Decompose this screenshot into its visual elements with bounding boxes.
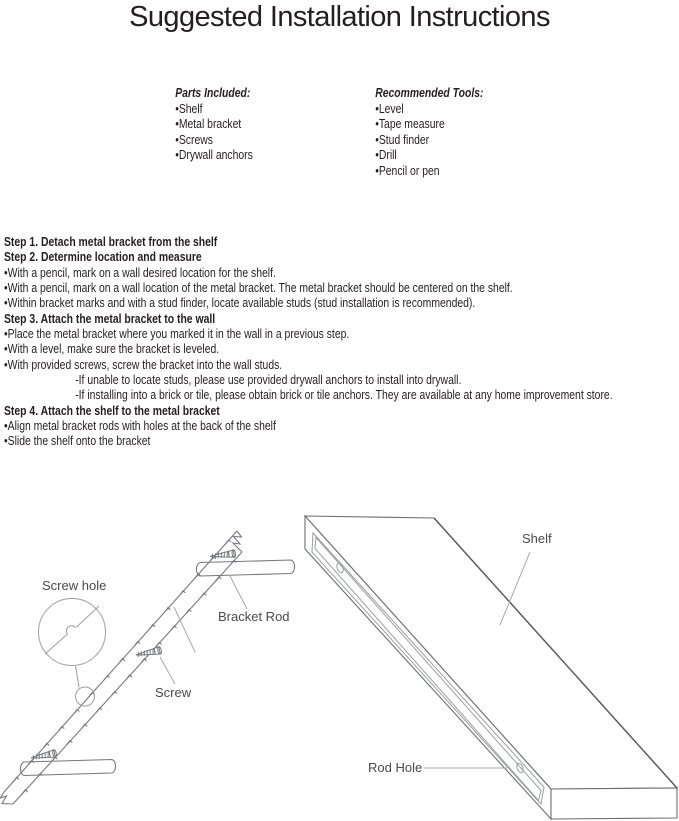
- bracket-rod-lower: [20, 760, 115, 776]
- bracket-bottom-notch: [1, 792, 14, 804]
- parts-item: •Metal bracket: [175, 116, 242, 132]
- recommended-tools-section: [375, 85, 483, 179]
- tools-item: •Stud finder: [375, 131, 430, 147]
- parts-item: •Shelf: [175, 100, 203, 116]
- steps-section: [4, 234, 613, 449]
- parts-heading: Parts Included:: [175, 85, 251, 100]
- step-heading: Step 1. Detach metal bracket from the shelf: [4, 234, 218, 249]
- parts-included-section: [175, 85, 253, 163]
- bracket-rod-label: Bracket Rod: [218, 609, 290, 624]
- shelf-end-face: [551, 788, 677, 819]
- bracket-rod-leader: [230, 576, 247, 609]
- step-subline: -If installing into a brick or tile, please obtain brick or tile anchors. They are available at any home improvement store.: [75, 387, 613, 403]
- step-heading: Step 4. Attach the shelf to the metal bracket: [4, 402, 220, 418]
- page-title: Suggested Installation Instructions: [129, 1, 550, 33]
- bracket-rod-upper: [196, 560, 294, 576]
- installation-diagram: [0, 490, 679, 821]
- screw-hole-shape: [66, 626, 75, 634]
- shelf-label: Shelf: [522, 531, 552, 546]
- step-line: •Align metal bracket rods with holes at the back of the shelf: [4, 418, 276, 434]
- magnifier-circle: [39, 599, 106, 666]
- screw-middle: [135, 646, 162, 659]
- tools-item: •Pencil or pen: [375, 162, 440, 178]
- step-line: •With provided screws, screw the bracket into the wall studs.: [4, 356, 283, 372]
- screw-upper: [210, 549, 236, 560]
- step-line: •Within bracket marks and with a stud finder, locate available studs (stud installation is recommended).: [4, 295, 476, 311]
- tools-item: •Drill: [375, 147, 397, 163]
- step-line: •With a pencil, mark on a wall desired location for the shelf.: [4, 264, 276, 280]
- magnifier-connector: [76, 665, 80, 688]
- rod-hole-label: Rod Hole: [368, 760, 423, 775]
- step-heading: Step 2. Determine location and measure: [4, 249, 202, 265]
- screw-leader: [160, 657, 175, 684]
- shelf: [305, 516, 677, 819]
- tools-item: •Tape measure: [375, 116, 445, 132]
- parts-item: •Screws: [175, 131, 213, 147]
- step-subline: -If unable to locate studs, please use provided drywall anchors to install into drywall.: [75, 372, 462, 388]
- step-heading: Step 3. Attach the metal bracket to the wall: [4, 310, 216, 326]
- step-line: •With a pencil, mark on a wall location of the metal bracket. The metal bracket should be centered on the shelf.: [4, 280, 513, 296]
- tools-heading: Recommended Tools:: [375, 85, 484, 100]
- screw-hole-marker-circle: [76, 687, 95, 706]
- bracket-leader: [174, 607, 195, 652]
- tools-item: •Level: [375, 100, 404, 116]
- metal-bracket: [1, 531, 243, 804]
- step-line: •With a level, make sure the bracket is leveled.: [4, 341, 220, 357]
- screw-hole-label: Screw hole: [42, 578, 107, 593]
- step-line: •Slide the shelf onto the bracket: [4, 433, 151, 449]
- step-line: •Place the metal bracket where you marked it in the wall in a previous step.: [4, 326, 350, 342]
- parts-item: •Drywall anchors: [175, 147, 253, 163]
- screw-label: Screw: [155, 685, 192, 700]
